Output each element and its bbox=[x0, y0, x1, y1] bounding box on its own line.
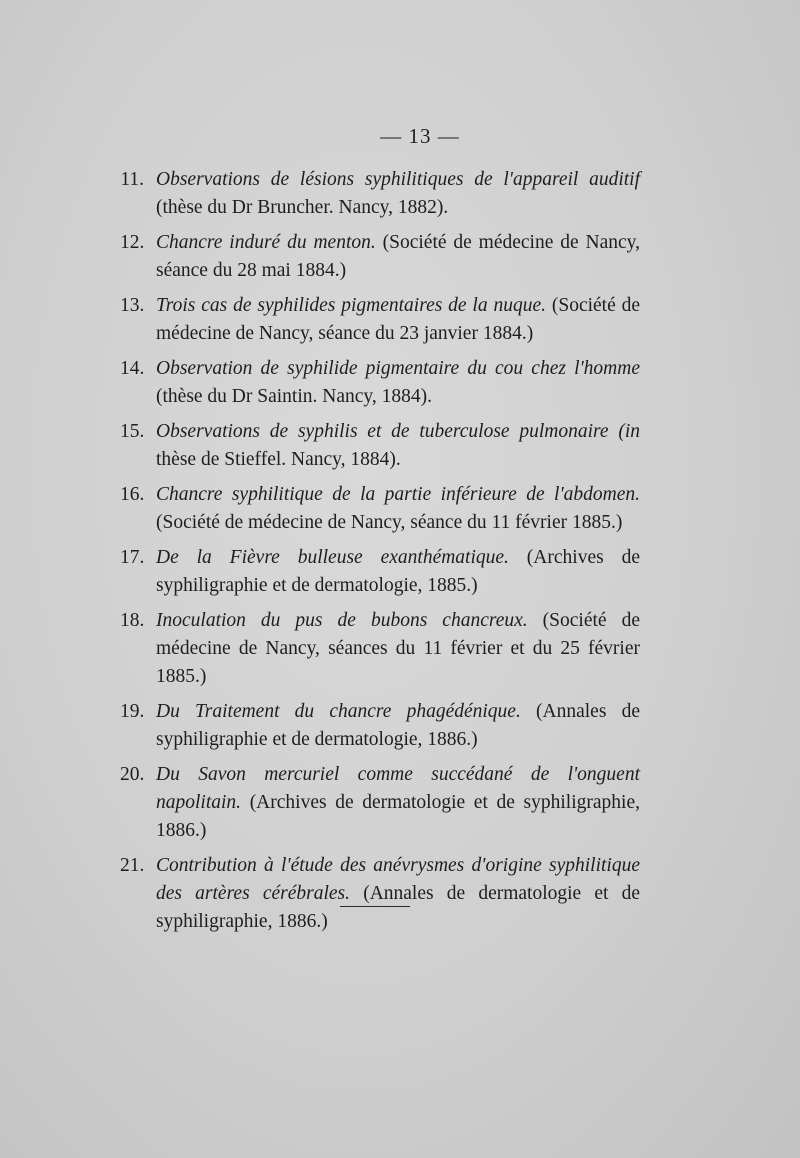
entry-details: (Société de médecine de Nancy, séance du 23 janvier 1884.) bbox=[156, 295, 641, 344]
entry-number: 19. bbox=[120, 701, 145, 722]
entry-title: Chancre syphilitique de la partie inférieure de l'abdomen. bbox=[156, 484, 640, 505]
entry-title: Observations de lésions syphilitiques de l'appareil auditif bbox=[156, 169, 640, 190]
entry-details: (Société de médecine de Nancy, séance du 28 mai 1884.) bbox=[156, 232, 641, 281]
entry-title: De la Fièvre bulleuse exanthématique. bbox=[156, 547, 509, 568]
entry-title: Observation de syphilide pigmentaire du cou chez l'homme bbox=[156, 358, 640, 379]
entry-details: (Archives de syphiligraphie et de dermatologie, 1885.) bbox=[156, 547, 640, 596]
entry-title: Du Traitement du chancre phagédénique. bbox=[156, 701, 521, 722]
list-item bbox=[120, 761, 640, 845]
closing-rule bbox=[340, 906, 410, 907]
entry-title: Trois cas de syphilides pigmentaires de la nuque. bbox=[156, 295, 546, 316]
entry-title: Contribution à l'étude des anévrysmes d'origine syphilitique des artères cérébrales. bbox=[156, 855, 640, 904]
list-item bbox=[120, 166, 640, 222]
entry-details: (Annales de dermatologie et de syphiligraphie, 1886.) bbox=[156, 883, 641, 932]
entry-number: 21. bbox=[120, 855, 145, 876]
entry-title: Du Savon mercuriel comme succédané de l'onguent napolitain. bbox=[156, 764, 640, 813]
list-item bbox=[120, 698, 640, 754]
list-item bbox=[120, 852, 640, 936]
entry-details: thèse de Stieffel. Nancy, 1884). bbox=[156, 449, 401, 470]
entry-title: Inoculation du pus de bubons chancreux. bbox=[156, 610, 528, 631]
entry-number: 13. bbox=[120, 295, 145, 316]
entry-details: (Société de médecine de Nancy, séance du 11 février 1885.) bbox=[156, 512, 623, 533]
entry-title: Chancre induré du menton. bbox=[156, 232, 376, 253]
entry-details: (thèse du Dr Saintin. Nancy, 1884). bbox=[156, 386, 433, 407]
list-item bbox=[120, 355, 640, 411]
publication-list bbox=[120, 166, 640, 943]
entry-number: 14. bbox=[120, 358, 145, 379]
list-item bbox=[120, 481, 640, 537]
list-item bbox=[120, 607, 640, 691]
entry-number: 16. bbox=[120, 484, 145, 505]
entry-number: 12. bbox=[120, 232, 145, 253]
list-item bbox=[120, 229, 640, 285]
list-item bbox=[120, 292, 640, 348]
entry-details: (Archives de dermatologie et de syphiligraphie, 1886.) bbox=[156, 792, 640, 841]
entry-number: 11. bbox=[120, 169, 144, 190]
entry-number: 20. bbox=[120, 764, 145, 785]
entry-details: (thèse du Dr Bruncher. Nancy, 1882). bbox=[156, 197, 449, 218]
page-number: — 13 — bbox=[380, 124, 460, 148]
entry-details: (Société de médecine de Nancy, séances du 11 février et du 25 février 1885.) bbox=[156, 610, 640, 687]
entry-number: 18. bbox=[120, 610, 145, 631]
entry-number: 17. bbox=[120, 547, 145, 568]
entry-number: 15. bbox=[120, 421, 145, 442]
list-item bbox=[120, 418, 640, 474]
list-item bbox=[120, 544, 640, 600]
entry-title: Observations de syphilis et de tuberculose pulmonaire (in bbox=[156, 421, 640, 442]
entry-details: (Annales de syphiligraphie et de dermatologie, 1886.) bbox=[156, 701, 640, 750]
